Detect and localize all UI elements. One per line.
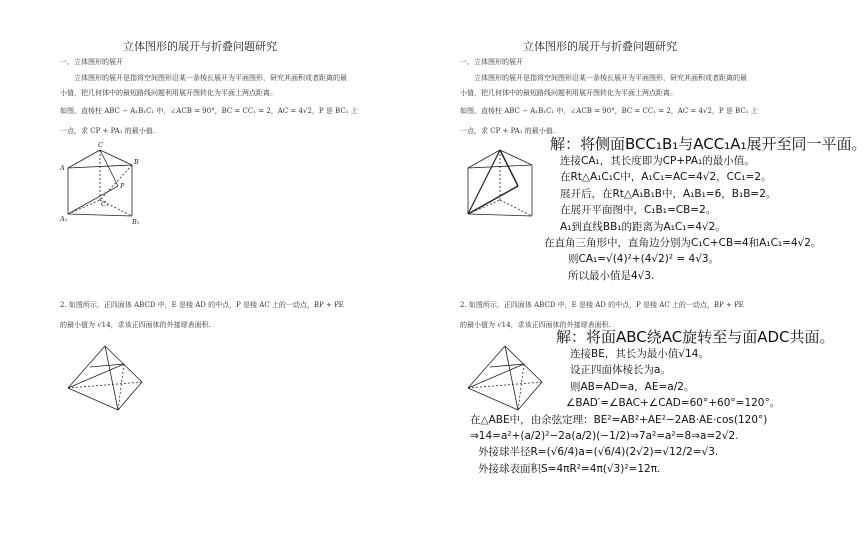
solution-2-line-3: 则AB=AD=a，AE=a/2。	[570, 380, 695, 393]
problem-2-line-1: 2. 如图所示，正四面体 ABCD 中，E 是棱 AD 的中点，P 是棱 AC 上的一动点，BP + PE	[60, 301, 344, 309]
page-title: 立体图形的展开与折叠问题研究	[123, 40, 277, 53]
label-c: C	[98, 141, 103, 149]
solution-1-line-7: 则CA₁=√(4)²+(4√2)² = 4√3。	[568, 253, 720, 266]
problem-1-line-1: 如图，直棱柱 ABC − A₁B₁C₁ 中，∠ACB = 90°，BC = CC₁ = 2，AC = 4√2，P 是 BC₁ 上	[60, 107, 358, 115]
solution-1-line-5: A₁到直线BB₁的距离为A₁C₁=4√2。	[560, 220, 726, 233]
solution-2-line-5: 在△ABE中，由余弦定理：BE²=AB²+AE²−2AB·AE·cos(120°)	[470, 413, 768, 426]
problem-2-line-1-right: 2. 如图所示，正四面体 ABCD 中，E 是棱 AD 的中点，P 是棱 AC 上的一动点，BP + PE	[460, 301, 744, 309]
prism-figure-right	[460, 140, 550, 228]
label-p: P	[120, 182, 125, 190]
problem-2-line-2: 的最小值为 √14，求该正四面体的外接球表面积.	[60, 321, 211, 329]
intro-paragraph-right: 立体图形的展开是指将空间图形沿某一条棱长展开为平面图形，研究其面积或者距离的最小值，把几何体中的最短路线问题利用展开图转化为平面上两点距离。	[460, 74, 747, 97]
intro-paragraph: 立体图形的展开是指将空间图形沿某一条棱长展开为平面图形，研究其面积或者距离的最小值，把几何体中的最短路线问题利用展开图转化为平面上两点距离。	[60, 74, 347, 97]
solution-1-line-3: 展开后，在Rt△A₁B₁B中，A₁B₁=6，B₁B=2。	[560, 187, 777, 200]
solution-1	[544, 135, 867, 284]
label-b: B	[134, 158, 139, 166]
problem-1	[60, 101, 360, 141]
label-b1: B₁	[132, 218, 140, 226]
problem-2	[60, 295, 360, 335]
problem-1-line-2-right: 一点，求 CP + PA₁ 的最小值.	[460, 127, 555, 135]
solution-2-line-6: ⇒14=a²+(a/2)²−2a(a/2)(−1/2)⇒7a²=a²=8⇒a=2√2.	[470, 430, 739, 443]
problem-1-line-2: 一点，求 CP + PA₁ 的最小值.	[60, 127, 155, 135]
solution-2-line-8: 外接球表面积S=4πR²=4π(√3)²=12π.	[478, 462, 661, 475]
solution-1-line-2: 在Rt△A₁C₁C中，A₁C₁=AC=4√2，CC₁=2。	[560, 171, 772, 184]
left-page	[0, 0, 400, 533]
problem-1-line-1-right: 如图，直棱柱 ABC − A₁B₁C₁ 中，∠ACB = 90°，BC = CC₁ = 2，AC = 4√2，P 是 BC₁ 上	[460, 107, 758, 115]
prism-figure	[60, 140, 150, 228]
solution-2-line-1: 连接BE，其长为最小值√14。	[570, 348, 709, 360]
solution-2	[470, 328, 835, 477]
label-a1: A₁	[60, 215, 68, 223]
solution-2-line-2: 设正四面体棱长为a。	[570, 364, 671, 377]
section-heading-right: 一、立体图形的展开	[460, 58, 523, 66]
solution-1-line-0: 解：将侧面BCC₁B₁与ACC₁A₁展开至同一平面。	[550, 135, 867, 153]
section-heading: 一、立体图形的展开	[60, 58, 123, 66]
solution-1-line-8: 所以最小值是4√3.	[568, 269, 655, 282]
page-title-right: 立体图形的展开与折叠问题研究	[523, 40, 677, 53]
label-a: A	[60, 164, 65, 172]
problem-2-line-2-right: 的最小值为 √14，求该正四面体的外接球表面积.	[460, 321, 611, 329]
solution-2-line-7: 外接球半径R=(√6/4)a=(√6/4)(2√2)=√12/2=√3.	[478, 446, 719, 459]
solution-2-line-4: ∠BAD′=∠BAC+∠CAD=60°+60°=120°。	[566, 397, 781, 410]
solution-1-line-6: 在直角三角形中，直角边分别为C₁C+CB=4和A₁C₁=4√2。	[544, 237, 822, 250]
label-c1: C₁	[101, 200, 109, 208]
solution-1-line-1: 连接CA₁，其长度即为CP+PA₁的最小值。	[560, 155, 755, 167]
tetrahedron-figure	[60, 338, 150, 418]
solution-2-line-0: 解：将面ABC绕AC旋转至与面ADC共面。	[556, 328, 835, 346]
solution-1-line-4: 在展开平面图中，C₁B₁=CB=2。	[560, 204, 717, 217]
